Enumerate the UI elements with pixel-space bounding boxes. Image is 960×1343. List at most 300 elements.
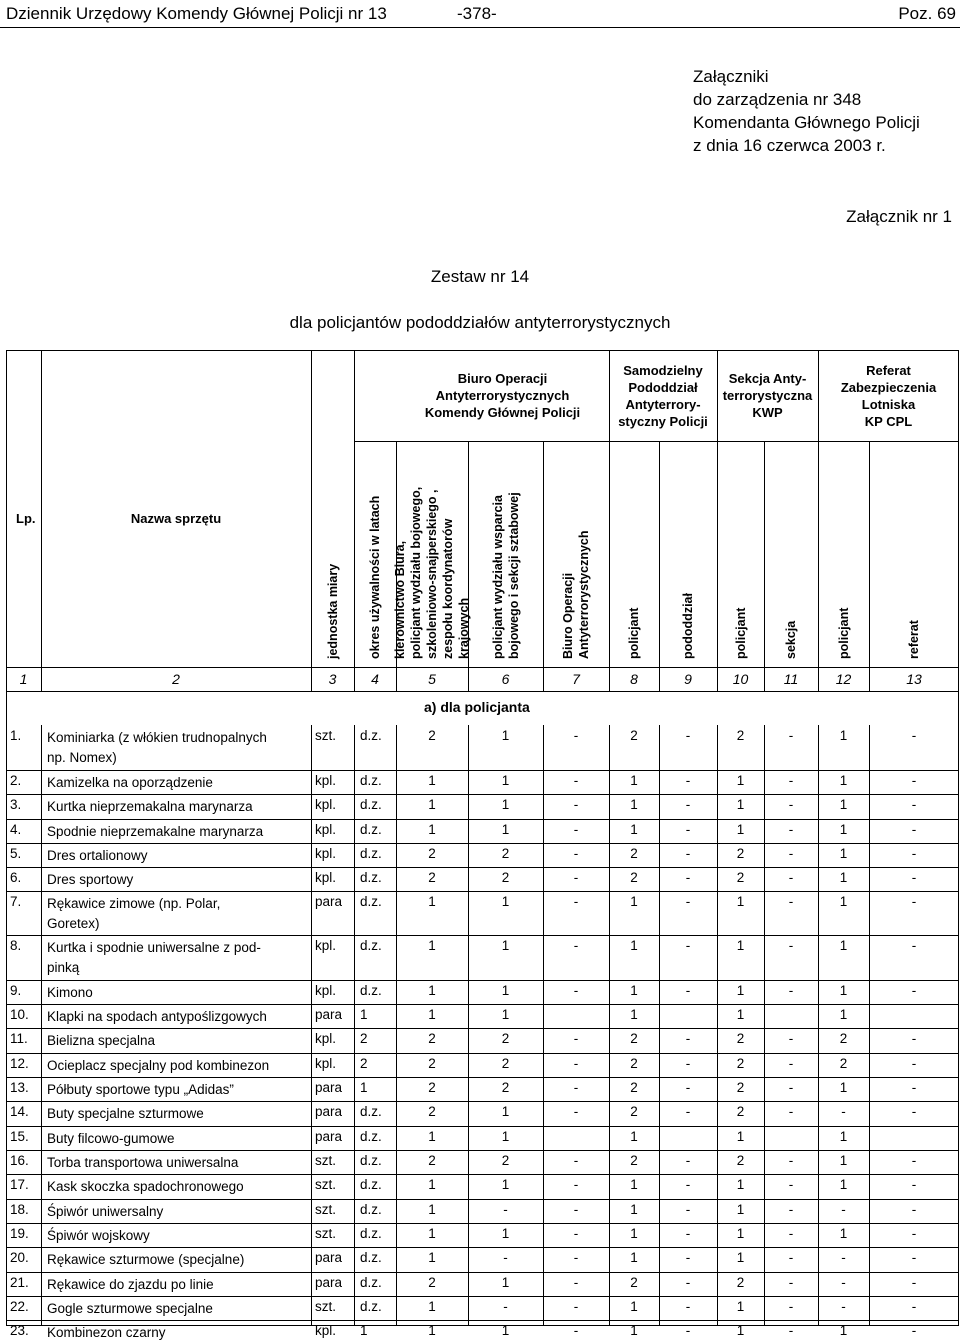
row-value: 1 xyxy=(428,822,436,837)
row-value: 1 xyxy=(630,1226,638,1241)
row-name xyxy=(47,822,263,842)
row-value: 2 xyxy=(630,1080,638,1095)
annex-block xyxy=(693,65,920,157)
row-period: d.z. xyxy=(360,1129,382,1144)
row-value: 1 xyxy=(839,983,848,998)
row-divider xyxy=(6,1272,959,1273)
group-header-line: Komendy Głównej Policji xyxy=(424,405,581,420)
row-value: 1 xyxy=(630,773,638,788)
row-divider xyxy=(6,1296,959,1297)
column-number: 6 xyxy=(501,671,510,687)
column-number: 11 xyxy=(783,671,799,687)
row-value: - xyxy=(573,1177,579,1192)
row-divider xyxy=(6,819,959,820)
row-name xyxy=(47,870,133,890)
row-value: 1 xyxy=(736,1129,745,1144)
row-name-line: Kamizelka na oporządzenie xyxy=(47,775,213,790)
row-value: 1 xyxy=(736,1250,745,1265)
row-lp: 22. xyxy=(10,1299,29,1314)
row-value: 1 xyxy=(630,822,638,837)
row-period: d.z. xyxy=(360,1153,382,1168)
row-name xyxy=(47,1056,269,1076)
row-value: - xyxy=(788,983,794,998)
row-value: 2 xyxy=(501,1056,510,1071)
vertical-header-line: okres używalności w latach xyxy=(368,495,382,659)
group-header xyxy=(717,370,818,421)
row-lp: 7. xyxy=(10,894,22,909)
row-value: 2 xyxy=(428,1104,436,1119)
group-header-line: Antyterrory- xyxy=(625,397,701,412)
row-name-line: Półbuty sportowe typu „Adidas” xyxy=(47,1082,234,1097)
row-value: 1 xyxy=(736,822,745,837)
row-name-line: Kurtka i spodnie uniwersalne z pod- xyxy=(47,940,261,955)
row-value: 2 xyxy=(630,870,638,885)
row-value: 1 xyxy=(839,1080,848,1095)
row-divider xyxy=(6,867,959,868)
row-value: - xyxy=(685,983,691,998)
row-name-line: Dres ortalionowy xyxy=(47,848,148,863)
row-value: 1 xyxy=(501,728,510,743)
group-header-line: styczny Policji xyxy=(618,414,708,429)
page-number: -378- xyxy=(457,4,497,23)
row-unit: szt. xyxy=(315,1226,337,1241)
row-value: - xyxy=(788,1323,794,1338)
row-divider xyxy=(6,1004,959,1005)
row-value: 1 xyxy=(736,797,745,812)
row-value: - xyxy=(503,1299,508,1314)
row-value: 2 xyxy=(630,846,638,861)
row-unit: para xyxy=(315,1275,343,1290)
row-value: - xyxy=(911,1226,917,1241)
row-value: - xyxy=(685,1323,691,1338)
vertical-header-line: krajowych xyxy=(457,597,471,659)
row-value: - xyxy=(911,1153,917,1168)
row-value: - xyxy=(573,728,579,743)
row-name xyxy=(47,1226,150,1246)
group-header-line: KP CPL xyxy=(864,414,913,429)
row-value: 1 xyxy=(428,983,436,998)
row-value: 1 xyxy=(839,1323,848,1338)
annex-line: Komendanta Głównego Policji xyxy=(693,113,920,132)
row-lp: 10. xyxy=(10,1007,29,1022)
row-unit: kpl. xyxy=(315,822,337,837)
row-unit: para xyxy=(315,1129,343,1144)
row-unit: para xyxy=(315,1080,343,1095)
row-value: - xyxy=(911,773,917,788)
group-header xyxy=(818,362,959,430)
row-lp: 11. xyxy=(10,1031,28,1046)
row-value: 1 xyxy=(839,1226,848,1241)
row-value: 1 xyxy=(839,773,848,788)
row-value: - xyxy=(911,822,917,837)
row-name xyxy=(47,1104,204,1124)
row-divider xyxy=(6,1150,959,1151)
row-value: - xyxy=(911,983,917,998)
row-name-line: Buty specjalne szturmowe xyxy=(47,1106,204,1121)
row-value: 2 xyxy=(839,1031,848,1046)
group-header-line: Lotniska xyxy=(861,397,916,412)
vertical-header-line: pododdział xyxy=(681,593,695,659)
row-lp: 8. xyxy=(10,938,22,953)
row-value: 2 xyxy=(501,1153,510,1168)
row-value: 1 xyxy=(630,1177,638,1192)
vertical-header-line: policjant xyxy=(734,607,748,659)
row-value: - xyxy=(911,1275,917,1290)
row-value: - xyxy=(685,1080,691,1095)
group-header-line: Sekcja Anty- xyxy=(728,371,807,386)
row-value: - xyxy=(573,870,579,885)
row-value: 2 xyxy=(501,1031,510,1046)
row-value: 1 xyxy=(630,1202,638,1217)
row-divider xyxy=(6,1320,959,1321)
row-period: 1 xyxy=(360,1007,368,1022)
group-header-line: Samodzielny xyxy=(623,363,703,378)
row-value: 1 xyxy=(630,1250,638,1265)
row-value: 1 xyxy=(630,797,638,812)
row-value: 1 xyxy=(630,1129,638,1144)
group-header-line: Referat xyxy=(866,363,911,378)
row-lp: 20. xyxy=(10,1250,29,1265)
row-value: - xyxy=(685,1104,691,1119)
row-name-line: Rękawice do zjazdu po linie xyxy=(47,1277,214,1292)
row-value: 1 xyxy=(839,728,848,743)
row-unit: szt. xyxy=(315,1299,337,1314)
row-value: 1 xyxy=(630,1007,638,1022)
table-top-border xyxy=(6,350,959,351)
row-value: 1 xyxy=(630,894,638,909)
row-value: 2 xyxy=(736,1080,745,1095)
row-name-line: Kask skoczka spadochronowego xyxy=(47,1179,244,1194)
row-period: d.z. xyxy=(360,1275,382,1290)
row-period: d.z. xyxy=(360,983,382,998)
row-value: - xyxy=(788,1031,794,1046)
row-value: - xyxy=(911,846,917,861)
row-name-line: Torba transportowa uniwersalna xyxy=(47,1155,239,1170)
row-name-line: Goretex) xyxy=(47,916,100,931)
row-value: 1 xyxy=(736,1299,745,1314)
row-value: 1 xyxy=(428,1250,436,1265)
group-header-line: KWP xyxy=(752,405,783,420)
row-value: 2 xyxy=(428,1056,436,1071)
row-unit: para xyxy=(315,1007,343,1022)
row-value: 2 xyxy=(736,870,745,885)
row-period: d.z. xyxy=(360,870,382,885)
row-name-line: Buty filcowo-gumowe xyxy=(47,1131,175,1146)
vertical-header-line: zespołu koordynatorów xyxy=(441,518,455,659)
row-value: 2 xyxy=(428,1031,436,1046)
row-period: 1 xyxy=(360,1323,368,1338)
column-divider xyxy=(354,350,355,691)
row-period: 1 xyxy=(360,1080,368,1095)
row-value: 1 xyxy=(839,938,848,953)
column-divider xyxy=(311,725,312,1326)
row-value: 1 xyxy=(630,938,638,953)
page-header xyxy=(0,0,960,28)
row-divider xyxy=(6,1077,959,1078)
row-value: - xyxy=(911,1031,917,1046)
column-number: 2 xyxy=(172,671,180,687)
vertical-column-header xyxy=(680,593,696,659)
row-value: 1 xyxy=(736,938,745,953)
row-unit: kpl. xyxy=(315,983,337,998)
row-value: 1 xyxy=(736,773,745,788)
row-unit: kpl. xyxy=(315,1056,337,1071)
row-unit: szt. xyxy=(315,1153,337,1168)
row-value: - xyxy=(573,1275,579,1290)
row-value: 1 xyxy=(839,797,848,812)
row-name-line: np. Nomex) xyxy=(47,750,117,765)
vertical-column-header xyxy=(783,621,799,659)
row-value: - xyxy=(573,983,579,998)
row-value: - xyxy=(685,938,691,953)
row-value: - xyxy=(788,870,794,885)
row-period: d.z. xyxy=(360,894,382,909)
row-value: 1 xyxy=(428,1226,436,1241)
row-value: - xyxy=(573,894,579,909)
row-value: - xyxy=(685,1031,691,1046)
row-value: - xyxy=(573,1031,579,1046)
row-value: - xyxy=(841,1104,846,1119)
row-value: - xyxy=(685,1275,691,1290)
row-value: - xyxy=(788,894,794,909)
vertical-header-line: policjant wydziału wsparcia xyxy=(491,495,505,659)
row-period: d.z. xyxy=(360,1226,382,1241)
row-value: - xyxy=(841,1275,846,1290)
vertical-column-header xyxy=(392,487,472,659)
row-lp: 3. xyxy=(10,797,22,812)
row-value: 1 xyxy=(428,1323,436,1338)
row-lp: 16. xyxy=(10,1153,29,1168)
row-value: 1 xyxy=(630,1299,638,1314)
row-value: - xyxy=(911,1080,917,1095)
vertical-header-line: bojowego i sekcji sztabowej xyxy=(507,492,521,659)
row-value: 1 xyxy=(736,1007,745,1022)
row-name xyxy=(47,728,267,768)
vertical-column-header xyxy=(325,564,341,659)
row-value: 1 xyxy=(839,870,848,885)
vertical-column-header xyxy=(836,608,852,659)
column-divider xyxy=(958,691,959,725)
lp-header: Lp. xyxy=(16,511,36,526)
row-value: - xyxy=(911,1177,917,1192)
row-value: 2 xyxy=(736,1056,745,1071)
row-period: 2 xyxy=(360,1031,368,1046)
position-number: Poz. 69 xyxy=(898,4,956,23)
row-value: 2 xyxy=(501,846,510,861)
row-lp: 4. xyxy=(10,822,22,837)
group-header-line: Antyterrorystycznych xyxy=(435,388,570,403)
row-period: d.z. xyxy=(360,846,382,861)
row-divider xyxy=(6,1199,959,1200)
row-value: - xyxy=(685,728,691,743)
row-value: 2 xyxy=(428,870,436,885)
row-period: 2 xyxy=(360,1056,368,1071)
column-number: 3 xyxy=(328,671,337,687)
row-unit: kpl. xyxy=(315,870,337,885)
row-value: 1 xyxy=(736,894,745,909)
row-value: 1 xyxy=(736,1202,745,1217)
column-divider xyxy=(764,441,765,691)
row-divider xyxy=(6,770,959,771)
row-period: d.z. xyxy=(360,1250,382,1265)
row-value: 1 xyxy=(839,822,848,837)
row-value: 1 xyxy=(630,983,638,998)
row-value: - xyxy=(788,1299,794,1314)
row-name xyxy=(47,1323,166,1343)
row-value: 2 xyxy=(736,728,745,743)
row-value: - xyxy=(788,728,794,743)
row-value: - xyxy=(685,822,691,837)
row-value: 1 xyxy=(736,1226,745,1241)
row-value: 2 xyxy=(630,728,638,743)
vertical-header-line: kierownictwo Biura, xyxy=(393,540,407,659)
row-name-line: Kurtka nieprzemakalna marynarza xyxy=(47,799,253,814)
row-lp: 6. xyxy=(10,870,22,885)
row-value: 1 xyxy=(630,1323,638,1338)
row-value: - xyxy=(685,1250,691,1265)
row-period: d.z. xyxy=(360,1104,382,1119)
row-value: - xyxy=(685,1202,691,1217)
row-unit: para xyxy=(315,1104,343,1119)
row-value: - xyxy=(911,1202,917,1217)
row-divider xyxy=(6,843,959,844)
row-divider xyxy=(6,1174,959,1175)
column-number: 12 xyxy=(835,671,852,687)
attachment-label: Załącznik nr 1 xyxy=(846,207,952,226)
column-number: 10 xyxy=(732,671,749,687)
row-name xyxy=(47,1031,155,1051)
journal-title: Dziennik Urzędowy Komendy Głównej Policji nr 13 xyxy=(6,4,387,23)
row-value: 1 xyxy=(428,1202,436,1217)
row-value: 2 xyxy=(736,1153,745,1168)
column-divider xyxy=(659,441,660,691)
row-value: - xyxy=(573,938,579,953)
row-name-line: Rękawice zimowe (np. Polar, xyxy=(47,896,221,911)
vertical-column-header xyxy=(626,608,642,659)
group-header-line: terrorystyczna xyxy=(722,388,813,403)
row-value: - xyxy=(841,1250,846,1265)
row-divider xyxy=(6,794,959,795)
row-value: - xyxy=(685,797,691,812)
row-value: - xyxy=(573,1080,579,1095)
row-value: 1 xyxy=(839,1007,848,1022)
row-value: 2 xyxy=(501,1080,510,1095)
row-value: - xyxy=(841,1299,846,1314)
row-value: - xyxy=(911,797,917,812)
column-number: 13 xyxy=(906,671,922,687)
row-value: - xyxy=(911,1299,917,1314)
row-value: 2 xyxy=(736,846,745,861)
header-bottom-border xyxy=(6,667,959,668)
row-value: 1 xyxy=(501,1177,510,1192)
row-name xyxy=(47,1275,214,1295)
row-name-line: Kimono xyxy=(47,985,93,1000)
group-header-line: Biuro Operacji xyxy=(457,371,548,386)
row-lp: 21. xyxy=(10,1275,29,1290)
row-lp: 18. xyxy=(10,1202,29,1217)
row-value: - xyxy=(573,1299,579,1314)
row-period: d.z. xyxy=(360,773,382,788)
vertical-header-line: jednostka miary xyxy=(326,563,340,659)
group-header xyxy=(396,370,609,421)
row-divider xyxy=(6,1053,959,1054)
row-value: 1 xyxy=(839,1129,848,1144)
row-value: 2 xyxy=(428,846,436,861)
row-value: - xyxy=(911,1250,917,1265)
row-value: 1 xyxy=(501,938,510,953)
row-value: 1 xyxy=(428,1299,436,1314)
row-unit: kpl. xyxy=(315,938,337,953)
row-value: - xyxy=(911,1323,917,1338)
row-value: 1 xyxy=(839,1153,848,1168)
row-value: - xyxy=(685,1056,691,1071)
row-value: - xyxy=(788,1056,794,1071)
row-value: - xyxy=(911,894,917,909)
section-title: a) dla policjanta xyxy=(424,699,530,715)
row-lp: 17. xyxy=(10,1177,29,1192)
row-value: 2 xyxy=(839,1056,848,1071)
row-value: - xyxy=(788,773,794,788)
row-value: - xyxy=(503,1202,508,1217)
row-value: - xyxy=(788,1104,794,1119)
row-value: - xyxy=(573,1202,579,1217)
vertical-header-line: Antyterrorystycznych xyxy=(577,530,591,659)
vertical-header-line: policjant xyxy=(627,607,641,659)
row-name-line: Ocieplacz specjalny pod kombinezon xyxy=(47,1058,270,1073)
row-value: 1 xyxy=(736,1177,745,1192)
row-divider xyxy=(6,1101,959,1102)
row-lp: 9. xyxy=(10,983,22,998)
row-value: - xyxy=(788,1250,794,1265)
row-unit: para xyxy=(315,1250,343,1265)
row-value: 1 xyxy=(501,822,510,837)
row-name xyxy=(47,1299,213,1319)
row-divider xyxy=(6,891,959,892)
row-period: d.z. xyxy=(360,1202,382,1217)
row-name-line: Kombinezon czarny xyxy=(47,1325,166,1340)
row-lp: 2. xyxy=(10,773,22,788)
row-value: - xyxy=(788,1202,794,1217)
row-value: - xyxy=(788,1153,794,1168)
column-number: 4 xyxy=(371,671,379,687)
annex-line: z dnia 16 czerwca 2003 r. xyxy=(693,136,886,155)
row-name xyxy=(47,1153,238,1173)
vertical-column-header xyxy=(733,608,749,659)
row-value: 1 xyxy=(736,983,745,998)
row-value: 1 xyxy=(839,1177,848,1192)
row-value: 1 xyxy=(428,938,436,953)
group-header-line: Zabezpieczenia xyxy=(840,380,937,395)
row-value: - xyxy=(573,797,579,812)
row-value: 1 xyxy=(501,1275,510,1290)
row-value: 2 xyxy=(501,870,510,885)
row-value: 1 xyxy=(501,773,510,788)
row-lp: 13. xyxy=(10,1080,29,1095)
row-value: 1 xyxy=(428,1177,436,1192)
row-value: - xyxy=(503,1250,508,1265)
row-name-line: Gogle szturmowe specjalne xyxy=(47,1301,213,1316)
vertical-header-line: policjant xyxy=(837,607,851,659)
row-name-line: Rękawice szturmowe (specjalne) xyxy=(47,1252,245,1267)
vertical-column-header xyxy=(367,496,383,659)
row-lp: 23. xyxy=(10,1323,29,1338)
row-value: 2 xyxy=(428,1275,436,1290)
row-value: 2 xyxy=(428,1153,436,1168)
row-name xyxy=(47,1007,267,1027)
vertical-column-header xyxy=(560,530,592,659)
row-value: - xyxy=(573,1323,579,1338)
row-name-line: Bielizna specjalna xyxy=(47,1033,156,1048)
